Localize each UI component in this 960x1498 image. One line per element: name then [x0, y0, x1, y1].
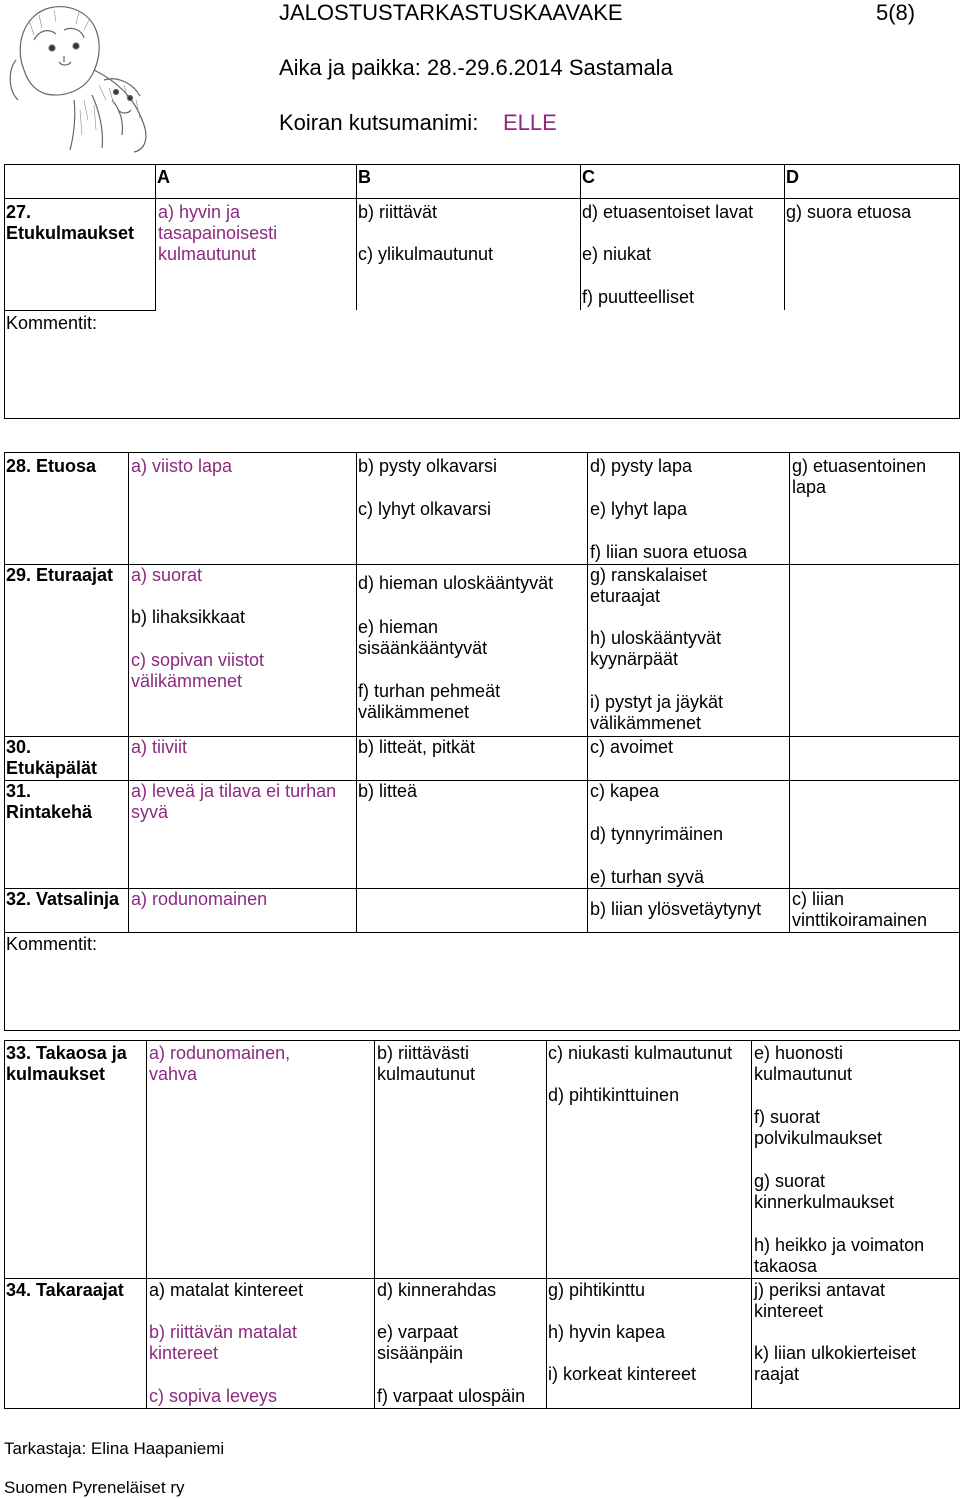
s29-option-g: eturaajat	[590, 586, 661, 606]
s29-option-c: c) sopivan viistot	[131, 650, 265, 670]
s28-option-f: f) liian suora etuosa	[590, 542, 748, 562]
s28-option-g: lapa	[792, 477, 827, 497]
column-d-header: D	[786, 167, 799, 187]
section-27-name: Etukulmaukset	[6, 223, 135, 243]
s34-option-b: kintereet	[149, 1343, 219, 1363]
rule	[4, 1408, 960, 1409]
s27-option-a: a) hyvin ja	[158, 202, 241, 222]
section-33-title: 33. Takaosa ja	[6, 1043, 127, 1063]
column-b-header: B	[358, 167, 371, 187]
s27-option-a: tasapainoisesti	[158, 223, 278, 243]
s34-option-c: c) sopiva leveys	[149, 1386, 278, 1406]
rule	[751, 1040, 752, 1408]
s28-option-c: c) lyhyt olkavarsi	[358, 499, 492, 519]
s33-option-g: kinnerkulmaukset	[754, 1192, 895, 1212]
rule	[4, 452, 5, 1030]
rule	[4, 1040, 5, 1408]
s34-option-j: kintereet	[754, 1301, 824, 1321]
s33-option-b: b) riittävästi	[377, 1043, 470, 1063]
s27-option-f: f) puutteelliset	[582, 287, 695, 307]
dog-name-label: Koiran kutsumanimi:	[279, 110, 479, 135]
rule	[580, 164, 581, 310]
section-29-title: 29. Eturaajat	[6, 565, 114, 585]
section-27-number: 27.	[6, 202, 32, 222]
s34-option-h: h) hyvin kapea	[548, 1322, 666, 1342]
rule	[374, 1040, 375, 1408]
section-31-name: Rintakehä	[6, 802, 93, 822]
s34-option-b: b) riittävän matalat	[149, 1322, 298, 1342]
s34-option-j: j) periksi antavat	[754, 1280, 886, 1300]
s34-option-e: sisäänpäin	[377, 1343, 464, 1363]
time-place: Aika ja paikka: 28.-29.6.2014 Sastamala	[279, 55, 673, 80]
section-34-title: 34. Takaraajat	[6, 1280, 124, 1300]
s27-option-e: e) niukat	[582, 244, 652, 264]
rule	[4, 1030, 960, 1031]
rule	[4, 310, 156, 311]
rule	[356, 164, 357, 310]
rule	[4, 1040, 960, 1041]
s33-option-e: kulmautunut	[754, 1064, 853, 1084]
rule	[4, 418, 960, 419]
s34-option-a: a) matalat kintereet	[149, 1280, 304, 1300]
rule	[4, 164, 5, 418]
s29-option-g: g) ranskalaiset	[590, 565, 708, 585]
s27-option-g: g) suora etuosa	[786, 202, 912, 222]
s34-option-i: i) korkeat kintereet	[548, 1364, 697, 1384]
s27-option-d: d) etuasentoiset lavat	[582, 202, 754, 222]
s29-option-h: kyynärpäät	[590, 649, 679, 669]
s30-option-a: a) tiiviit	[131, 737, 188, 757]
s31-option-b: b) litteä	[358, 781, 418, 801]
rule	[4, 1278, 960, 1279]
s33-option-h: h) heikko ja voimaton	[754, 1235, 925, 1255]
column-a-header: A	[157, 167, 170, 187]
s29-option-f: välikämmenet	[358, 702, 470, 722]
s34-option-k: raajat	[754, 1364, 800, 1384]
s33-option-g: g) suorat	[754, 1171, 826, 1191]
rule	[546, 1040, 547, 1408]
s33-option-b: kulmautunut	[377, 1064, 476, 1084]
s29-option-i: välikämmenet	[590, 713, 702, 733]
s33-option-f: f) suorat	[754, 1107, 821, 1127]
s34-option-d: d) kinnerahdas	[377, 1280, 497, 1300]
s32-option-c: c) liian	[792, 889, 845, 909]
s33-option-d: d) pihtikinttuinen	[548, 1085, 680, 1105]
s34-option-e: e) varpaat	[377, 1322, 459, 1342]
s29-option-a: a) suorat	[131, 565, 203, 585]
s29-option-f: f) turhan pehmeät	[358, 681, 501, 701]
s30-option-c: c) avoimet	[590, 737, 674, 757]
s28-option-b: b) pysty olkavarsi	[358, 456, 498, 476]
s32-option-c: vinttikoiramainen	[792, 910, 928, 930]
s29-option-d: d) hieman uloskääntyvät	[358, 573, 554, 593]
s27-option-a: kulmautunut	[158, 244, 257, 264]
s30-option-b: b) litteät, pitkät	[358, 737, 476, 757]
s33-option-a: a) rodunomainen,	[149, 1043, 291, 1063]
rule	[4, 198, 960, 199]
s28-option-e: e) lyhyt lapa	[590, 499, 688, 519]
section-28-title: 28. Etuosa	[6, 456, 97, 476]
s31-option-d: d) tynnyrimäinen	[590, 824, 724, 844]
section-30-number: 30.	[6, 737, 32, 757]
rule	[356, 452, 357, 932]
s29-option-c: välikämmenet	[131, 671, 243, 691]
s34-option-g: g) pihtikinttu	[548, 1280, 646, 1300]
dog-name-value: ELLE	[503, 110, 557, 135]
s27-option-b: b) riittävät	[358, 202, 438, 222]
s31-option-c: c) kapea	[590, 781, 660, 801]
s27-option-c: c) ylikulmautunut	[358, 244, 494, 264]
s32-option-a: a) rodunomainen	[131, 889, 268, 909]
s34-option-k: k) liian ulkokierteiset	[754, 1343, 917, 1363]
s29-option-e: e) hieman	[358, 617, 439, 637]
s28-option-d: d) pysty lapa	[590, 456, 693, 476]
s28-option-g: g) etuasentoinen	[792, 456, 927, 476]
section-32-title: 32. Vatsalinja	[6, 889, 120, 909]
s31-option-a: syvä	[131, 802, 169, 822]
s31-option-a: a) leveä ja tilava ei turhan	[131, 781, 337, 801]
rule	[784, 164, 785, 310]
s33-option-e: e) huonosti	[754, 1043, 844, 1063]
section-30-name: Etukäpälät	[6, 758, 98, 778]
form-title: JALOSTUSTARKASTUSKAAVAKE	[279, 0, 623, 25]
s29-option-i: i) pystyt ja jäykät	[590, 692, 724, 712]
s32-option-b: b) liian ylösvetäytynyt	[590, 899, 762, 919]
s33-option-a: vahva	[149, 1064, 198, 1084]
rule	[4, 932, 960, 933]
section-31-number: 31.	[6, 781, 32, 801]
s34-option-f: f) varpaat ulospäin	[377, 1386, 526, 1406]
club-name: Suomen Pyreneläiset ry	[4, 1478, 185, 1497]
club-logo-dog-illustration	[4, 0, 154, 155]
s33-option-c: c) niukasti kulmautunut	[548, 1043, 733, 1063]
rule	[146, 1040, 147, 1408]
rule	[4, 164, 960, 165]
rule	[789, 452, 790, 932]
rule	[128, 452, 129, 932]
s28-option-a: a) viisto lapa	[131, 456, 233, 476]
s29-option-h: h) uloskääntyvät	[590, 628, 722, 648]
rule	[4, 452, 960, 453]
page-number: 5(8)	[876, 0, 916, 25]
s33-option-h: takaosa	[754, 1256, 818, 1276]
s31-option-e: e) turhan syvä	[590, 867, 705, 887]
section-33-title: kulmaukset	[6, 1064, 106, 1084]
s29-option-b: b) lihaksikkaat	[131, 607, 246, 627]
inspector-name: Tarkastaja: Elina Haapaniemi	[4, 1439, 225, 1458]
s33-option-f: polvikulmaukset	[754, 1128, 883, 1148]
rule	[155, 164, 156, 310]
column-c-header: C	[582, 167, 595, 187]
s29-option-e: sisäänkääntyvät	[358, 638, 488, 658]
s32-comments-label: Kommentit:	[6, 934, 98, 954]
s27-comments-label: Kommentit:	[6, 313, 98, 333]
rule	[587, 452, 588, 932]
